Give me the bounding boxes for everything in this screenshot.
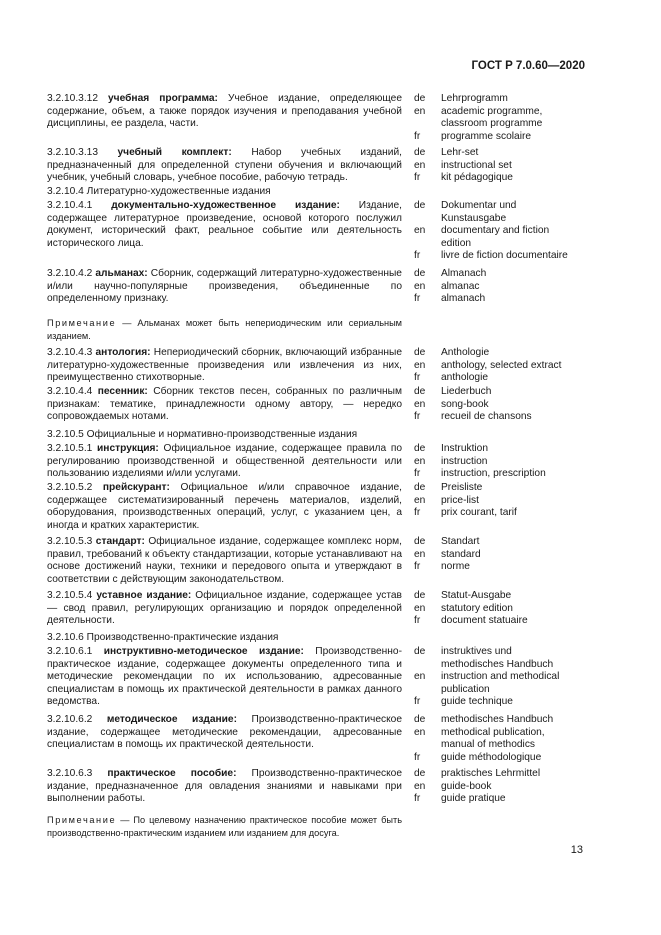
equivalent-term: praktisches Lehrmittel — [441, 768, 541, 779]
term-name: альманах: — [95, 268, 148, 279]
equivalent-row — [414, 213, 594, 226]
equivalent-row — [414, 160, 594, 173]
term-number: 3.2.10.3.12 — [47, 93, 98, 104]
definition — [47, 200, 402, 250]
definition — [47, 768, 402, 806]
equivalent-row — [414, 793, 594, 806]
equivalent-row — [414, 443, 594, 456]
equivalent-term: document statuaire — [441, 615, 528, 627]
term-entry — [47, 536, 402, 586]
term-entry — [47, 590, 402, 628]
equivalent-row — [414, 347, 594, 360]
term-entry — [47, 768, 402, 806]
definition — [47, 482, 402, 532]
language-code: fr — [414, 250, 421, 262]
equivalent-row — [414, 250, 594, 263]
equivalents — [414, 147, 594, 185]
language-code: de — [414, 200, 426, 211]
language-code: de — [414, 268, 426, 279]
term-definition: Издание, содержащее литературное произведение, основой которого послужил документ, исторический факт, реальное событие или деятельность исторического лица. — [47, 200, 402, 249]
term-entry — [47, 93, 402, 131]
term-definition: Набор учебных изданий, предназначенный для определенной ступени обучения и включающий учебник, учебный словарь, учебное пособие, рабочую тетрадь. — [47, 147, 402, 184]
term-entry — [47, 443, 402, 481]
equivalent-term: Lehrprogramm — [441, 93, 508, 104]
equivalent-row — [414, 268, 594, 281]
term-definition: Производственно-практическое издание, содержащее документы определенного типа и методические рекомендации по их использованию, адресованные специалистам в помощь их практической деятельности в рамках данного ведомства. — [47, 646, 402, 708]
equivalent-row — [414, 615, 594, 628]
equivalent-row — [414, 696, 594, 709]
language-code: en — [414, 671, 426, 683]
equivalent-row — [414, 507, 594, 520]
equivalent-term: Dokumentar und — [441, 200, 517, 211]
equivalent-term: norme — [441, 561, 470, 573]
equivalent-term: kit pédagogique — [441, 172, 513, 184]
language-code: fr — [414, 293, 421, 305]
language-code: en — [414, 780, 426, 792]
language-code: fr — [414, 411, 421, 423]
equivalents — [414, 347, 594, 385]
language-code: fr — [414, 793, 421, 805]
language-code: en — [414, 359, 426, 371]
equivalents — [414, 200, 594, 263]
equivalent-row — [414, 372, 594, 385]
term-number: 3.2.10.6.3 — [47, 768, 93, 779]
language-code: de — [414, 768, 426, 779]
equivalents — [414, 268, 594, 306]
term-name: инструкция: — [97, 443, 159, 454]
equivalent-row — [414, 147, 594, 160]
equivalent-term: standard — [441, 548, 481, 560]
language-code — [414, 213, 441, 226]
language-code: en — [414, 726, 426, 738]
term-definition: Сборник, содержащий литературно-художественные и/или научно-популярные произведения, объединенные по определенному признаку. — [47, 268, 402, 305]
equivalent-term: instruktives und — [441, 646, 512, 657]
equivalent-row — [414, 739, 594, 752]
note-text: — По целевому назначению практическое пособие может быть производственно-практическим изданием или изданием для досуга. — [47, 815, 402, 838]
language-code: en — [414, 159, 426, 171]
language-code: fr — [414, 468, 421, 480]
equivalent-term: Anthologie — [441, 347, 490, 358]
equivalent-row — [414, 646, 594, 659]
equivalent-row — [414, 727, 594, 740]
equivalent-term: instruction, prescription — [441, 468, 546, 480]
equivalent-row — [414, 411, 594, 424]
equivalent-term: Liederbuch — [441, 386, 492, 397]
equivalent-term: methodisches Handbuch — [441, 714, 554, 725]
language-code — [414, 684, 441, 697]
language-code: de — [414, 443, 426, 454]
equivalent-term: almanac — [441, 280, 480, 292]
definition — [47, 386, 402, 424]
definition — [47, 590, 402, 628]
equivalent-term: anthology, selected extract — [441, 359, 562, 371]
equivalent-term: guide technique — [441, 696, 513, 708]
equivalent-row — [414, 456, 594, 469]
definition — [47, 714, 402, 752]
equivalent-row — [414, 118, 594, 131]
term-number: 3.2.10.3.13 — [47, 147, 98, 158]
equivalent-term: song-book — [441, 398, 489, 410]
term-definition: Официальное и/или справочное издание, содержащее систематизированный перечень материалов, изделий, оборудования, производственных операций, услуг, с указанием цен, а иногда и кратких характеристик. — [47, 482, 402, 531]
term-entry — [47, 317, 402, 342]
equivalent-row — [414, 603, 594, 616]
language-code: en — [414, 455, 426, 467]
equivalent-row — [414, 659, 594, 672]
equivalent-row — [414, 293, 594, 306]
equivalent-term: publication — [441, 683, 490, 695]
language-code — [414, 118, 441, 131]
page-number: 13 — [570, 844, 583, 856]
language-code: fr — [414, 507, 421, 519]
equivalent-term: guide méthodologique — [441, 751, 542, 763]
language-code: fr — [414, 696, 421, 708]
equivalent-row — [414, 281, 594, 294]
term-definition: Непериодический сборник, включающий избранные литературно-художественные произведения или извлечения из них, преимущественно стихотворные. — [47, 347, 402, 384]
equivalent-term: instruction — [441, 455, 488, 467]
term-entry — [47, 268, 402, 306]
equivalent-row — [414, 200, 594, 213]
language-code: fr — [414, 172, 421, 184]
note-label: Примечание — [47, 815, 117, 825]
equivalent-row — [414, 752, 594, 765]
equivalent-term: Lehr-set — [441, 147, 479, 158]
equivalent-row — [414, 468, 594, 481]
term-name: уставное издание: — [96, 590, 192, 601]
equivalent-term: price-list — [441, 494, 479, 506]
equivalent-row — [414, 768, 594, 781]
equivalent-term: instructional set — [441, 159, 512, 171]
term-name: инструктивно-методическое издание: — [103, 646, 304, 657]
term-number: 3.2.10.4.4 — [47, 386, 93, 397]
equivalent-row — [414, 386, 594, 399]
language-code: de — [414, 590, 426, 601]
language-code: en — [414, 398, 426, 410]
equivalent-row — [414, 684, 594, 697]
equivalents — [414, 386, 594, 424]
term-number: 3.2.10.6.1 — [47, 646, 93, 657]
definition — [47, 536, 402, 586]
equivalent-row — [414, 131, 594, 144]
note-text: — Альманах может быть непериодическим или сериальным изданием. — [47, 318, 402, 341]
equivalent-term: Standart — [441, 536, 480, 547]
term-entry — [47, 482, 402, 532]
language-code: fr — [414, 561, 421, 573]
term-entry — [47, 632, 402, 645]
equivalents — [414, 590, 594, 628]
language-code — [414, 238, 441, 251]
equivalent-term: Almanach — [441, 268, 487, 279]
term-name: учебная программа: — [108, 93, 218, 104]
definition — [47, 268, 402, 306]
language-code: de — [414, 386, 426, 397]
equivalent-row — [414, 93, 594, 106]
equivalent-term: livre de fiction documentaire — [441, 250, 568, 262]
equivalent-row — [414, 714, 594, 727]
equivalent-term: statutory edition — [441, 602, 513, 614]
term-number: 3.2.10.5.4 — [47, 590, 93, 601]
term-number: 3.2.10.4.2 — [47, 268, 93, 279]
language-code: fr — [414, 751, 421, 763]
language-code: en — [414, 225, 426, 237]
language-code: en — [414, 548, 426, 560]
term-definition: Официальное издание, содержащее комплекс норм, правил, требований к объекту стандартизации, которые устанавливают на основе достижений науки, техники и передового опыта и утверждают в соответствии с действующим законодательством. — [47, 536, 402, 585]
term-name: практическое пособие: — [107, 768, 237, 779]
equivalents — [414, 93, 594, 143]
term-entry — [47, 386, 402, 424]
equivalent-term: edition — [441, 237, 472, 249]
equivalent-term: methodisches Handbuch — [441, 658, 554, 670]
term-definition: Учебное издание, определяющее содержание, объем, а также порядок изучения и преподавания учебной дисциплины, ее раздела, части. — [47, 93, 402, 130]
language-code: en — [414, 602, 426, 614]
equivalent-term: guide pratique — [441, 793, 506, 805]
term-name: антология: — [95, 347, 151, 358]
section-heading: 3.2.10.4 Литературно-художественные издания — [47, 186, 271, 197]
term-entry — [47, 186, 402, 199]
language-code: en — [414, 494, 426, 506]
equivalent-term: documentary and fiction — [441, 225, 550, 237]
equivalents — [414, 536, 594, 574]
language-code: de — [414, 93, 426, 104]
note — [47, 814, 402, 839]
language-code — [414, 739, 441, 752]
language-code: de — [414, 482, 426, 493]
term-number: 3.2.10.5.3 — [47, 536, 93, 547]
definition — [47, 347, 402, 385]
term-name: учебный комплект: — [117, 147, 232, 158]
term-entry — [47, 200, 402, 250]
term-number: 3.2.10.5.2 — [47, 482, 93, 493]
equivalent-term: prix courant, tarif — [441, 507, 517, 519]
equivalent-row — [414, 590, 594, 603]
equivalent-term: Statut-Ausgabe — [441, 590, 512, 601]
equivalent-term: Preisliste — [441, 482, 483, 493]
equivalent-row — [414, 238, 594, 251]
language-code — [414, 659, 441, 672]
language-code: de — [414, 646, 426, 657]
term-entry — [47, 429, 402, 442]
note — [47, 317, 402, 342]
language-code: de — [414, 536, 426, 547]
equivalent-row — [414, 561, 594, 574]
language-code: en — [414, 280, 426, 292]
equivalent-term: almanach — [441, 293, 486, 305]
equivalent-term: manual of methodics — [441, 739, 536, 751]
term-entry — [47, 347, 402, 385]
language-code: de — [414, 714, 426, 725]
term-entry — [47, 147, 402, 185]
term-name: методическое издание: — [106, 714, 237, 725]
equivalent-term: guide-book — [441, 780, 492, 792]
equivalent-row — [414, 781, 594, 794]
equivalent-term: academic programme, — [441, 105, 543, 117]
definition — [47, 93, 402, 131]
document-header: ГОСТ Р 7.0.60—2020 — [471, 60, 585, 72]
language-code: fr — [414, 130, 421, 142]
term-entry — [47, 814, 402, 839]
section-heading: 3.2.10.5 Официальные и нормативно-производственные издания — [47, 429, 358, 440]
equivalent-row — [414, 482, 594, 495]
term-number: 3.2.10.4.3 — [47, 347, 93, 358]
section-heading: 3.2.10.6 Производственно-практические издания — [47, 632, 279, 643]
equivalent-row — [414, 549, 594, 562]
language-code: de — [414, 147, 426, 158]
equivalent-term: anthologie — [441, 372, 489, 384]
equivalents — [414, 482, 594, 520]
equivalent-row — [414, 495, 594, 508]
equivalent-row — [414, 106, 594, 119]
equivalent-row — [414, 399, 594, 412]
term-name: песенник: — [97, 386, 148, 397]
definition — [47, 443, 402, 481]
equivalent-row — [414, 172, 594, 185]
equivalents — [414, 443, 594, 481]
term-name: документально-художественное издание: — [111, 200, 340, 211]
language-code: en — [414, 105, 426, 117]
equivalents — [414, 768, 594, 806]
language-code: fr — [414, 372, 421, 384]
term-definition: Официальное издание, содержащее устав — свод правил, регулирующих организацию и порядок определенной деятельности. — [47, 590, 402, 627]
term-definition: Производственно-практическое издание, содержащее методические рекомендации, адресованные специалистам в помощь их практической деятельности. — [47, 714, 402, 751]
term-number: 3.2.10.4.1 — [47, 200, 93, 211]
definition — [47, 646, 402, 709]
equivalent-term: programme scolaire — [441, 130, 532, 142]
equivalents — [414, 714, 594, 764]
equivalent-row — [414, 360, 594, 373]
equivalent-term: instruction and methodical — [441, 671, 560, 683]
language-code: fr — [414, 615, 421, 627]
equivalents — [414, 646, 594, 709]
term-number: 3.2.10.6.2 — [47, 714, 93, 725]
term-entry — [47, 646, 402, 709]
definition — [47, 147, 402, 185]
term-definition: Производственно-практическое издание, предназначенное для овладения знаниями и навыками при выполнении работы. — [47, 768, 402, 805]
equivalent-row — [414, 225, 594, 238]
term-definition: Сборник текстов песен, собранных по различным признакам: тематике, принадлежности одному автору, — нередко сопровождаемых нотами. — [47, 386, 402, 423]
equivalent-term: Instruktion — [441, 443, 488, 454]
equivalent-row — [414, 671, 594, 684]
equivalent-row — [414, 536, 594, 549]
language-code: de — [414, 347, 426, 358]
term-name: стандарт: — [95, 536, 145, 547]
term-entry — [47, 714, 402, 752]
term-definition: Официальное издание, содержащее правила по регулированию производственной и общественной деятельности или пользованию изделиями и/или услугами. — [47, 443, 402, 480]
term-number: 3.2.10.5.1 — [47, 443, 93, 454]
equivalent-term: Kunstausgabe — [441, 212, 507, 224]
equivalent-term: classroom programme — [441, 118, 543, 130]
note-label: Примечание — [47, 318, 117, 328]
equivalent-term: methodical publication, — [441, 726, 545, 738]
term-name: прейскурант: — [102, 482, 170, 493]
equivalent-term: recueil de chansons — [441, 411, 532, 423]
